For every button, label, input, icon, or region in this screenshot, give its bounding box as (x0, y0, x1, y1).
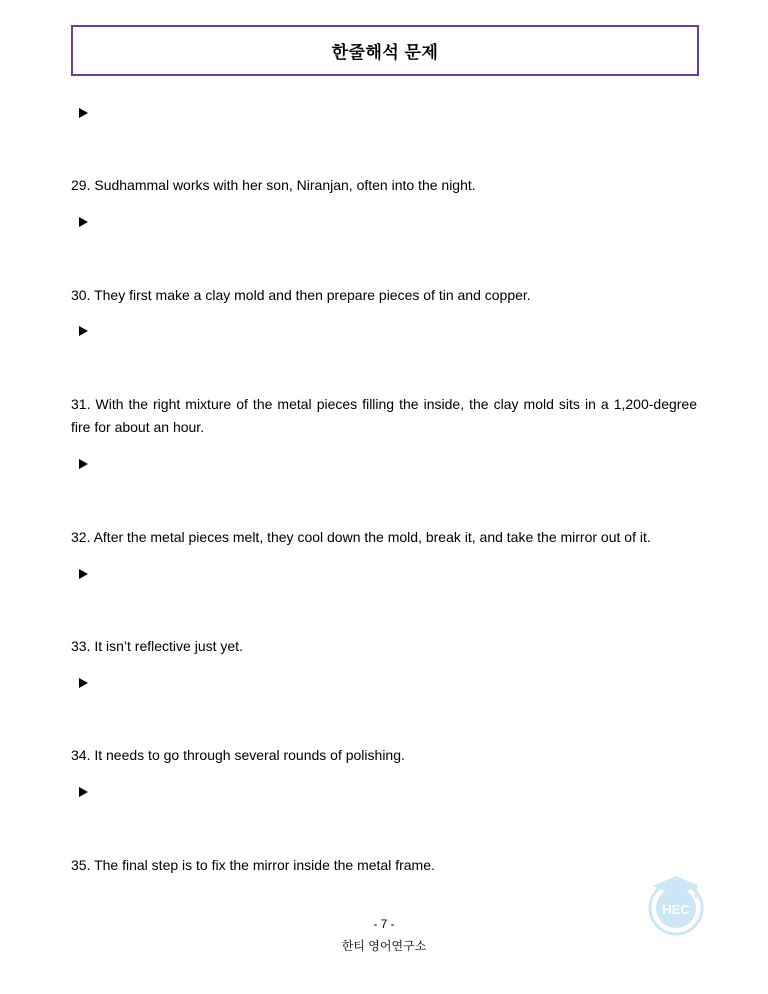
question-34: 34. It needs to go through several rounds of polishing. (71, 747, 405, 763)
answer-arrow-icon (79, 787, 88, 797)
question-29: 29. Sudhammal works with her son, Niranjan, often into the night. (71, 177, 476, 193)
answer-arrow-icon (79, 217, 88, 227)
answer-arrow-icon (79, 569, 88, 579)
answer-arrow-icon (79, 326, 88, 336)
question-30: 30. They first make a clay mold and then prepare pieces of tin and copper. (71, 287, 531, 303)
question-32: 32. After the metal pieces melt, they cool down the mold, break it, and take the mirror out of it. (71, 529, 651, 545)
hec-logo-icon (641, 866, 711, 946)
page-title: 한줄해석 문제 (331, 43, 439, 62)
svg-text:HEC: HEC (662, 902, 690, 917)
answer-arrow-icon (79, 459, 88, 469)
answer-arrow-icon (79, 678, 88, 688)
question-33: 33. It isn’t reflective just yet. (71, 638, 243, 654)
page-header-box (71, 25, 699, 76)
answer-arrow-icon (79, 108, 88, 118)
page-number: - 7 - (373, 917, 395, 931)
footer-organization: 한티 영어연구소 (341, 939, 427, 953)
question-31: 31. With the right mixture of the metal pieces filling the inside, the clay mold sits in a 1,200-degree fire for about an hour. (71, 396, 697, 435)
question-35: 35. The final step is to fix the mirror inside the metal frame. (71, 857, 435, 873)
